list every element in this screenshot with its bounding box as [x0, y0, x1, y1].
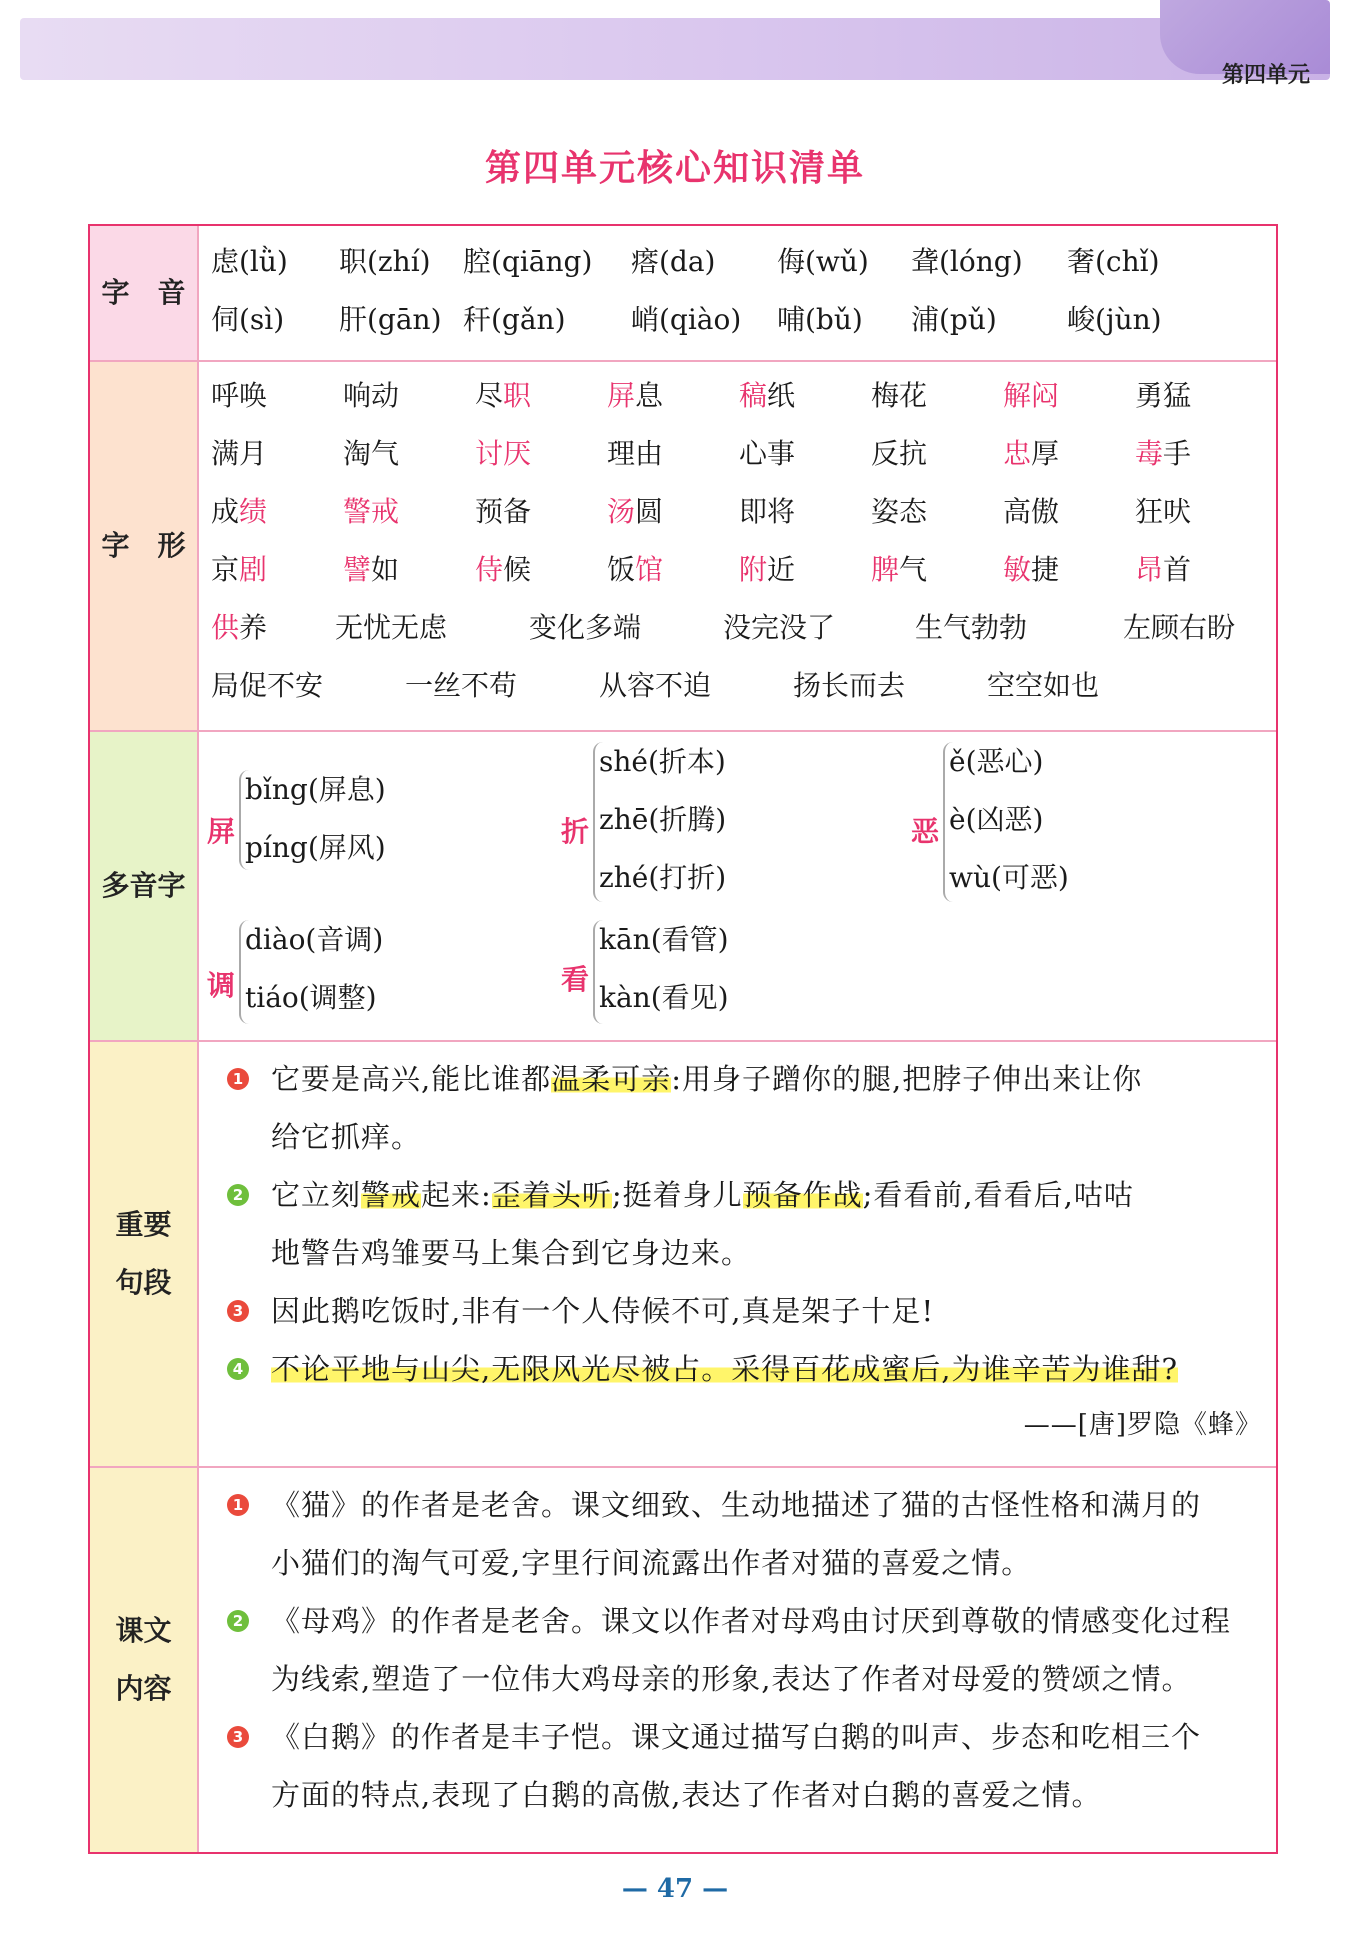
vocab-word: 满月	[211, 437, 268, 470]
poly-reading: bǐng(屏息)	[245, 773, 386, 806]
pronunciation-item: 峻(jùn)	[1067, 303, 1162, 336]
knowledge-table	[88, 224, 1278, 1854]
content-text: 《猫》的作者是老舍。课文细致、生动地描述了猫的古怪性格和满月的	[271, 1488, 1202, 1522]
sentences-heading-line2: 句段	[115, 1266, 172, 1299]
poly-reading: tiáo(调整)	[245, 981, 377, 1014]
vocab-word: 没完没了	[723, 611, 836, 644]
content-heading	[90, 1468, 199, 1852]
header-banner	[20, 18, 1330, 80]
vocab-word: 响动	[343, 379, 400, 412]
poly-char-zhe: 折	[561, 815, 590, 848]
pronunciation-row	[90, 226, 1276, 360]
sentences-heading-line1: 重要	[115, 1208, 172, 1241]
vocab-word: 理由	[607, 437, 664, 470]
sentence-text: :用身子蹭你的腿,把脖子伸出来让你	[671, 1062, 1143, 1096]
pronunciation-cell	[199, 226, 1276, 360]
sentence-text: 它立刻	[271, 1178, 362, 1212]
content-text: 方面的特点,表现了白鹅的高傲,表达了作者对白鹅的喜爱之情。	[271, 1778, 1102, 1812]
poly-reading: píng(屏风)	[245, 831, 386, 864]
vocab-word: 侍候	[475, 553, 532, 586]
pronunciation-item: 伺(sì)	[211, 303, 285, 336]
content-text: 为线索,塑造了一位伟大鸡母亲的形象,表达了作者对母爱的赞颂之情。	[271, 1662, 1192, 1696]
pronunciation-item: 秆(gǎn)	[463, 303, 566, 336]
sentence-3	[271, 1282, 1271, 1340]
poly-reading: ě(恶心)	[949, 745, 1044, 778]
content-item-3	[271, 1708, 1271, 1824]
vocab-word: 局促不安	[211, 669, 324, 702]
highlight: 预备作战	[742, 1178, 863, 1212]
pronunciation-item: 奢(chǐ)	[1067, 245, 1160, 278]
vocab-word: 高傲	[1003, 495, 1060, 528]
poly-reading: diào(音调)	[245, 923, 384, 956]
page-number: — 47 —	[621, 1874, 729, 1904]
pronunciation-item: 浦(pǔ)	[911, 303, 997, 336]
poly-reading: è(凶恶)	[949, 803, 1044, 836]
poem-source: ——[唐]罗隐《蜂》	[1023, 1410, 1262, 1440]
highlight: 不论平地与山尖,无限风光尽被占。采得百花成蜜后,为谁辛苦为谁甜?	[271, 1352, 1178, 1386]
sentence-text: 给它抓痒。	[271, 1120, 422, 1154]
vocab-word: 敏捷	[1003, 553, 1060, 586]
pronunciation-item: 哺(bǔ)	[777, 303, 863, 336]
highlight: 温柔可亲	[551, 1062, 672, 1096]
content-text: 《母鸡》的作者是老舍。课文以作者对母鸡由讨厌到尊敬的情感变化过程	[271, 1604, 1232, 1638]
pronunciation-item: 职(zhí)	[339, 245, 431, 278]
sentence-text: ;挺着身儿	[611, 1178, 743, 1212]
vocab-word: 忠厚	[1003, 437, 1060, 470]
pronunciation-item: 腔(qiāng)	[463, 245, 593, 278]
poly-char-diao: 调	[207, 969, 236, 1002]
pronunciation-item: 峭(qiào)	[631, 303, 742, 336]
poly-reading: kān(看管)	[599, 923, 729, 956]
poly-reading: wù(可恶)	[949, 861, 1069, 894]
content-item-2	[271, 1592, 1271, 1708]
vocab-word: 反抗	[871, 437, 928, 470]
sentence-text: ;看看前,看看后,咕咕	[862, 1178, 1134, 1212]
vocab-word: 空空如也	[987, 669, 1100, 702]
vocab-word: 汤圆	[607, 495, 664, 528]
content-text: 《白鹅》的作者是丰子恺。课文通过描写白鹅的叫声、步态和吃相三个	[271, 1720, 1202, 1754]
vocab-word: 警戒	[343, 495, 400, 528]
number-badge: 4	[227, 1358, 249, 1380]
number-badge: 1	[227, 1494, 249, 1516]
vocab-word: 昂首	[1135, 553, 1192, 586]
vocab-word: 尽职	[475, 379, 532, 412]
sentences-heading	[90, 1042, 199, 1466]
pronunciation-item: 虑(lǜ)	[211, 245, 288, 278]
vocab-word: 左顾右盼	[1123, 611, 1236, 644]
sentence-1	[271, 1050, 1271, 1166]
vocab-word: 附近	[739, 553, 796, 586]
vocab-word: 毒手	[1135, 437, 1192, 470]
vocab-word: 呼唤	[211, 379, 268, 412]
content-item-1	[271, 1476, 1271, 1592]
sentence-text: 地警告鸡雏要马上集合到它身边来。	[271, 1236, 752, 1270]
vocab-word: 淘气	[343, 437, 400, 470]
vocab-word: 供养	[211, 611, 268, 644]
poly-reading: zhé(打折)	[599, 861, 727, 894]
poly-char-kan: 看	[561, 963, 590, 996]
vocab-word: 无忧无虑	[335, 611, 448, 644]
poly-char-e: 恶	[911, 815, 940, 848]
content-heading-line1: 课文	[115, 1614, 172, 1647]
sentences-cell	[199, 1042, 1276, 1466]
poly-reading: kàn(看见)	[599, 981, 729, 1014]
vocab-word: 预备	[475, 495, 532, 528]
pronunciation-item: 瘩(da)	[631, 245, 716, 278]
vocab-word: 稿纸	[739, 379, 796, 412]
poly-char-ping: 屏	[207, 815, 236, 848]
content-text: 小猫们的淘气可爱,字里行间流露出作者对猫的喜爱之情。	[271, 1546, 1032, 1580]
polyphone-cell	[199, 732, 1276, 1040]
vocab-word: 生气勃勃	[915, 611, 1028, 644]
content-cell	[199, 1468, 1276, 1852]
pronunciation-heading: 字 音	[90, 226, 199, 360]
sentences-row	[90, 1040, 1276, 1466]
number-badge: 2	[227, 1610, 249, 1632]
sentence-2	[271, 1166, 1271, 1282]
vocab-word: 勇猛	[1135, 379, 1192, 412]
vocab-word: 扬长而去	[793, 669, 906, 702]
poly-reading: shé(折本)	[599, 745, 726, 778]
vocab-word: 饭馆	[607, 553, 664, 586]
vocab-word: 即将	[739, 495, 796, 528]
vocab-word: 成绩	[211, 495, 268, 528]
number-badge: 2	[227, 1184, 249, 1206]
poly-reading: zhē(折腾)	[599, 803, 727, 836]
polyphone-row	[90, 730, 1276, 1040]
highlight: 歪着头听	[491, 1178, 612, 1212]
unit-label: 第四单元	[1221, 63, 1310, 88]
vocab-word: 从容不迫	[599, 669, 712, 702]
content-row	[90, 1466, 1276, 1852]
vocab-word: 梅花	[871, 379, 928, 412]
vocab-word: 变化多端	[529, 611, 642, 644]
forms-row	[90, 360, 1276, 730]
number-badge: 1	[227, 1068, 249, 1090]
content-heading-line2: 内容	[115, 1672, 172, 1705]
forms-cell	[199, 362, 1276, 730]
vocab-word: 讨厌	[475, 437, 532, 470]
number-badge: 3	[227, 1300, 249, 1322]
vocab-word: 姿态	[871, 495, 928, 528]
sentence-text: 它要是高兴,能比谁都	[271, 1062, 552, 1096]
vocab-word: 狂吠	[1135, 495, 1192, 528]
sentence-text: 起来:	[421, 1178, 492, 1212]
number-badge: 3	[227, 1726, 249, 1748]
pronunciation-item: 聋(lóng)	[911, 245, 1023, 278]
vocab-word: 一丝不苟	[405, 669, 518, 702]
vocab-word: 譬如	[343, 553, 400, 586]
sentence-4	[271, 1340, 1271, 1398]
vocab-word: 京剧	[211, 553, 268, 586]
vocab-word: 屏息	[607, 379, 664, 412]
vocab-word: 心事	[739, 437, 796, 470]
vocab-word: 脾气	[871, 553, 928, 586]
page-title: 第四单元核心知识清单	[484, 148, 865, 189]
vocab-word: 解闷	[1003, 379, 1060, 412]
pronunciation-item: 侮(wǔ)	[777, 245, 869, 278]
pronunciation-item: 肝(gān)	[339, 303, 442, 336]
highlight: 警戒	[361, 1178, 422, 1212]
polyphone-heading: 多音字	[90, 732, 199, 1040]
forms-heading: 字 形	[90, 362, 199, 730]
sentence-text: 因此鹅吃饭时,非有一个人侍候不可,真是架子十足!	[271, 1294, 935, 1328]
